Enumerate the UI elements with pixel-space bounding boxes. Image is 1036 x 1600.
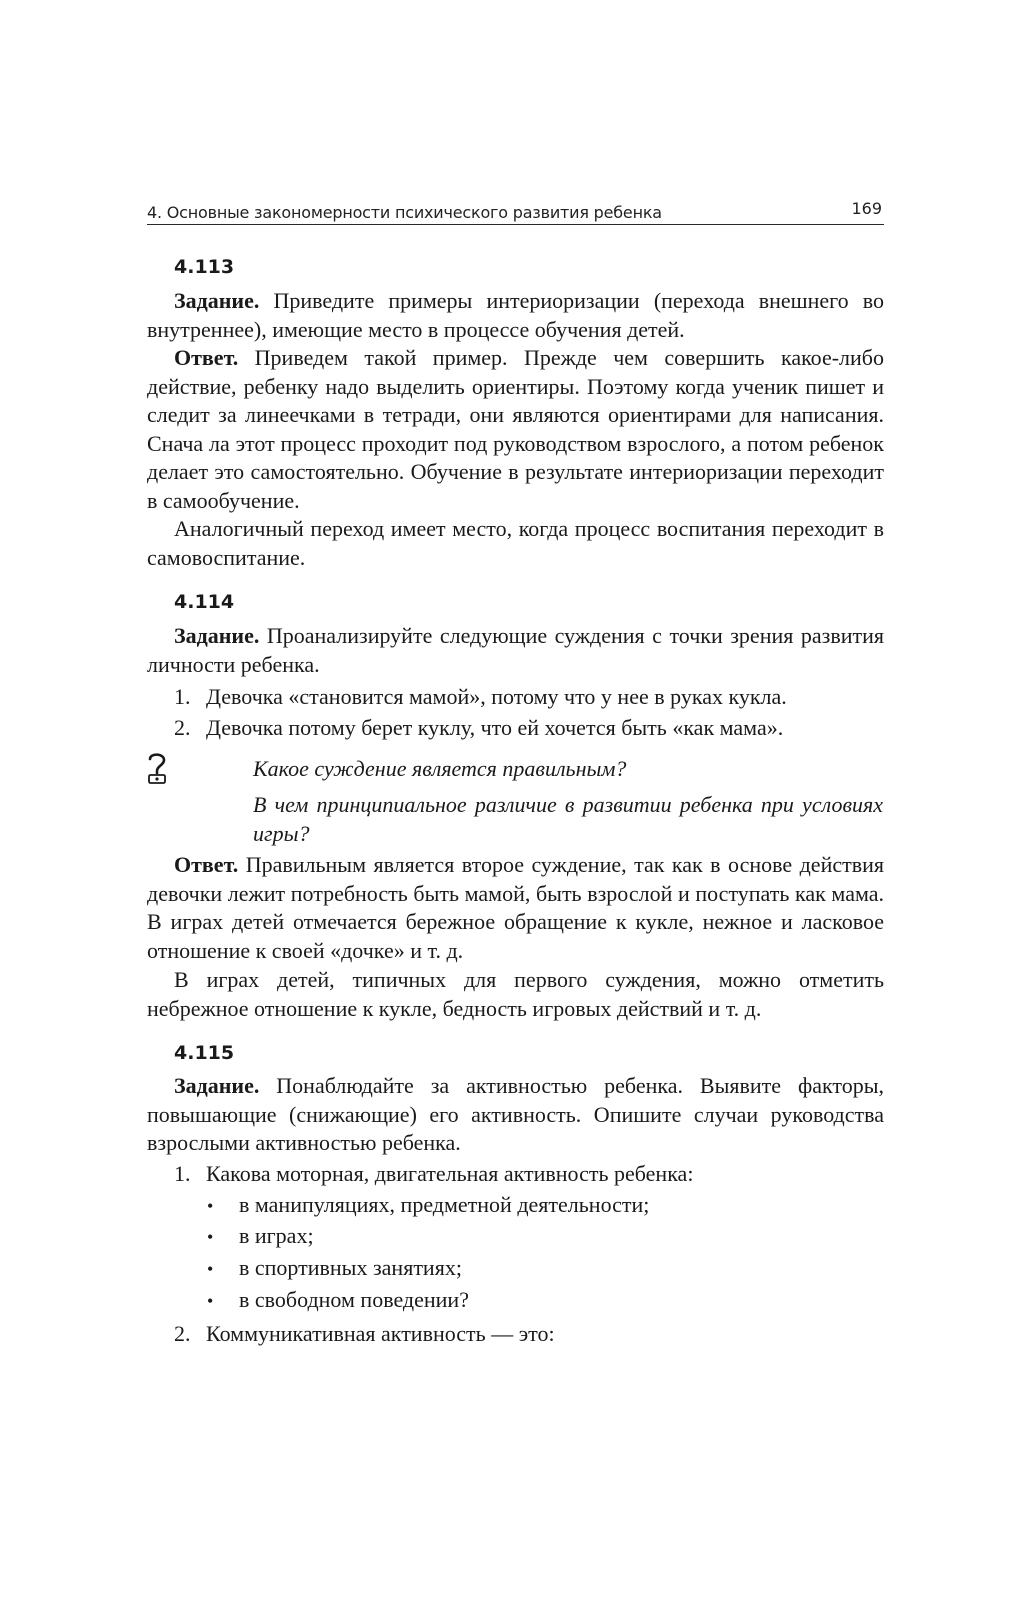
task-label: Задание. xyxy=(174,288,260,313)
question-2: В чем принципиальное различие в развитии ребенка при условиях игры? xyxy=(253,792,883,846)
answer-paragraph-4-113 xyxy=(147,344,884,515)
running-header xyxy=(147,200,884,225)
list-item: 2. Девочка потому берет куклу, что ей хочется быть «как мама». xyxy=(174,715,784,740)
section-number-4-114: 4.114 xyxy=(174,591,235,613)
running-title: 4. Основные закономерности психического развития ребенка xyxy=(147,203,662,222)
answer-label: Ответ. xyxy=(174,345,239,370)
extra-paragraph-4-113: Аналогичный переход имеет место, когда процесс воспитания переходит в самовоспитание. xyxy=(147,516,884,570)
question-mark-icon xyxy=(146,751,168,785)
task-paragraph-4-113 xyxy=(147,287,884,344)
answer-label: Ответ. xyxy=(174,852,239,877)
question-1: Какое суждение является правильным? xyxy=(253,756,627,781)
bullet-item: • в играх; xyxy=(207,1223,314,1248)
task-text: Проанализируйте следующие суждения с точки зрения развития личности ребенка. xyxy=(147,623,884,677)
task-label: Задание. xyxy=(174,1073,260,1098)
bullet-item: • в спортивных занятиях; xyxy=(207,1255,462,1280)
extra-paragraph-4-114: В играх детей, типичных для первого суждения, можно отметить небрежное отношение к кукле, бедность игровых действий и т. д. xyxy=(147,967,884,1021)
bullet-item: • в свободном поведении? xyxy=(207,1287,469,1312)
list-item: 1. Девочка «становится мамой», потому что у нее в руках кукла. xyxy=(174,684,787,709)
task-text: Приведите примеры интериоризации (перехода внешнего во внутреннее), имеющие место в процессе обучения детей. xyxy=(147,288,884,342)
answer-text: Приведем такой пример. Прежде чем совершить какое-либо действие, ребенку надо выделить ориентиры. Поэтому когда ученик пишет и следит за линеечками в тетради, они являются ориентирами для написания. Снача ла этот процесс проходит под руководством взрослого, а потом ребенок делает это самостоятельно. Обучение в результате интериоризации переходит в самообучение. xyxy=(147,345,884,513)
answer-text: Правильным является второе суждение, так как в основе действия девочки лежит потребность быть мамой, быть взрослой и поступать как мама. В играх детей отмечается бережное обращение к кукле, нежное и ласковое отношение к своей «дочке» и т. д. xyxy=(147,852,884,963)
task-paragraph-4-115 xyxy=(147,1072,884,1158)
section-number-4-113: 4.113 xyxy=(174,256,235,278)
section-number-4-115: 4.115 xyxy=(174,1042,235,1064)
task-text: Понаблюдайте за активностью ребенка. Выявите факторы, повышающие (снижающие) его активность. Опишите случаи руководства взрослыми активностью ребенка. xyxy=(147,1073,884,1155)
list-item: 2. Коммуникативная активность — это: xyxy=(174,1321,555,1346)
answer-paragraph-4-114 xyxy=(147,851,884,965)
task-label: Задание. xyxy=(174,623,260,648)
bullet-item: • в манипуляциях, предметной деятельности; xyxy=(207,1192,650,1217)
task-paragraph-4-114 xyxy=(147,622,884,679)
page-number: 169 xyxy=(851,199,882,218)
list-item: 1. Какова моторная, двигательная активность ребенка: xyxy=(174,1161,694,1186)
